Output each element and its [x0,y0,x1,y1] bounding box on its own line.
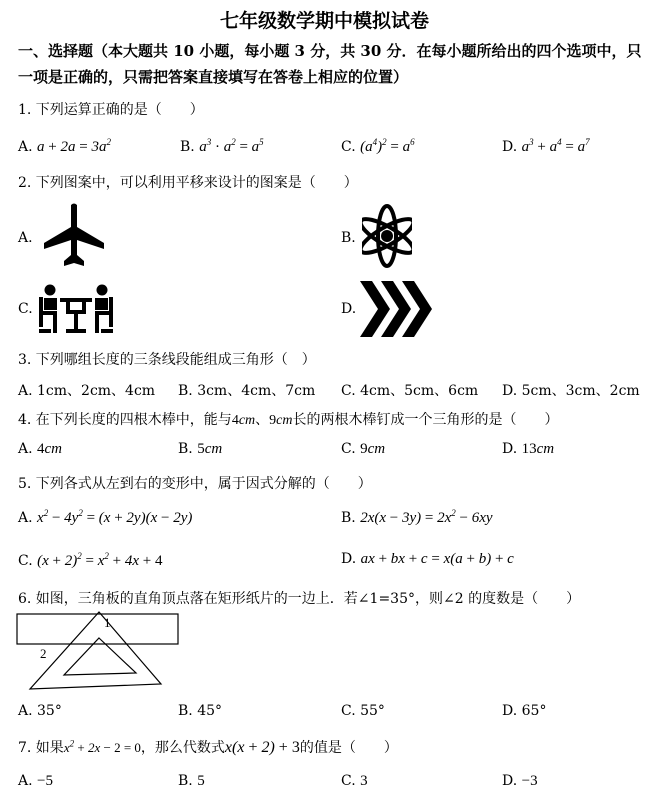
q1-option-b[interactable] [180,137,264,156]
q5-option-c[interactable]: C. $(x + 2)^2 = x^2 + 4x + 4$ [18,551,163,569]
q5-c-math: $(x + 2)^2 = x^2 + 4x + 4$ [37,551,163,569]
q6-option-d[interactable]: D. 65° [502,703,547,719]
option-letter: C. [341,139,356,155]
atom-icon [362,201,412,271]
question-1-stem: 1. 下列运算正确的是（ ） [18,102,204,118]
q7-option-b[interactable]: B. 5 [178,773,205,789]
meeting-table-icon [36,283,116,335]
q5-b-math: $2x(x - 3y) = 2x^2 - 6xy$ [360,508,493,526]
q1-option-d[interactable] [502,137,590,156]
q7-option-c[interactable]: C. 3 [341,773,368,789]
q1-c-math: $(a^4)^2 = a^6$ [360,137,415,155]
q6-option-b[interactable]: B. 45° [178,703,223,719]
question-4-stem: 4. 在下列长度的四根木棒中，能与4cm、9cm长的两根木棒钉成一个三角形的是（ ） [18,412,559,428]
q3-option-b[interactable]: B. 3cm、4cm、7cm [178,383,316,399]
q2-option-d[interactable]: D. [341,301,357,317]
q2-option-b[interactable]: B. [341,230,356,246]
angle-1-label: 1 [104,615,111,630]
q1-d-math: $a^3 + a^4 = a^7$ [521,137,590,155]
q1-option-c[interactable] [341,137,415,156]
chevrons-right-icon [360,281,432,337]
q5-a-math: $x^2 - 4y^2 = (x + 2y)(x - 2y)$ [37,508,193,526]
q5-option-b[interactable]: B. $2x(x - 3y) = 2x^2 - 6xy$ [341,508,493,526]
q6-option-c[interactable]: C. 55° [341,703,385,719]
question-6-stem: 6. 如图，三角板的直角顶点落在矩形纸片的一边上．若∠1=35°，则∠2 的度数是（ ） [18,591,581,607]
section-heading-line1: 一、选择题（本大题共 10 小题，每小题 3 分，共 30 分．在每小题所给出的四个选项中，只 [18,42,642,60]
q2-option-a[interactable]: A. [18,230,33,246]
option-letter: D. [502,139,518,155]
q7-expression: x(x + 2) + 3 [224,739,300,756]
q3-option-d[interactable]: D. 5cm、3cm、2cm [502,383,640,399]
option-letter: B. [180,139,195,155]
q4-option-a[interactable]: A. 4cm [18,441,63,457]
q5-option-d[interactable]: D. ax + bx + c = x(a + b) + c [341,551,514,567]
question-3-stem: 3. 下列哪组长度的三条线段能组成三角形（ ） [18,352,316,368]
question-2-stem: 2. 下列图案中，可以利用平移来设计的图案是（ ） [18,175,358,191]
option-letter: A. [18,139,33,155]
q7-option-d[interactable]: D. −3 [502,773,538,789]
angle-2-label: 2 [40,646,47,661]
q5-d-math: ax + bx + c = x(a + b) + c [360,551,514,567]
q1-a-math: $a + 2a = 3a^2$ [37,137,111,155]
q4-option-c[interactable]: C. 9cm [341,441,386,457]
q5-option-a[interactable]: A. $x^2 - 4y^2 = (x + 2y)(x - 2y)$ [18,508,193,526]
q1-b-math: $a^3 \cdot a^2 = a^5$ [199,137,264,155]
q4-option-b[interactable]: B. 5cm [178,441,223,457]
question-7-stem: 7. 如果$x^2 + 2x - 2 = 0$，那么代数式x(x + 2) + 3的值是（ ） [18,738,398,756]
section-heading-line2: 一项是正确的，只需把答案直接填写在答卷上相应的位置） [18,68,409,86]
triangle-rectangle-figure [14,611,184,693]
q7-condition: $x^2 + 2x - 2 = 0$ [63,738,141,755]
q3-option-c[interactable]: C. 4cm、5cm、6cm [341,383,479,399]
question-5-stem: 5. 下列各式从左到右的变形中，属于因式分解的（ ） [18,476,372,492]
triangle-outer [30,612,161,689]
q4-option-d[interactable]: D. 13cm [502,441,555,457]
q3-option-a[interactable]: A. 1cm、2cm、4cm [18,383,156,399]
q1-option-a[interactable] [18,137,111,156]
airplane-icon [42,203,106,269]
page-title: 七年级数学期中模拟试卷 [219,10,429,32]
q2-option-c[interactable]: C. [18,301,33,317]
q7-option-a[interactable]: A. −5 [18,773,53,789]
q6-option-a[interactable]: A. 35° [18,703,62,719]
